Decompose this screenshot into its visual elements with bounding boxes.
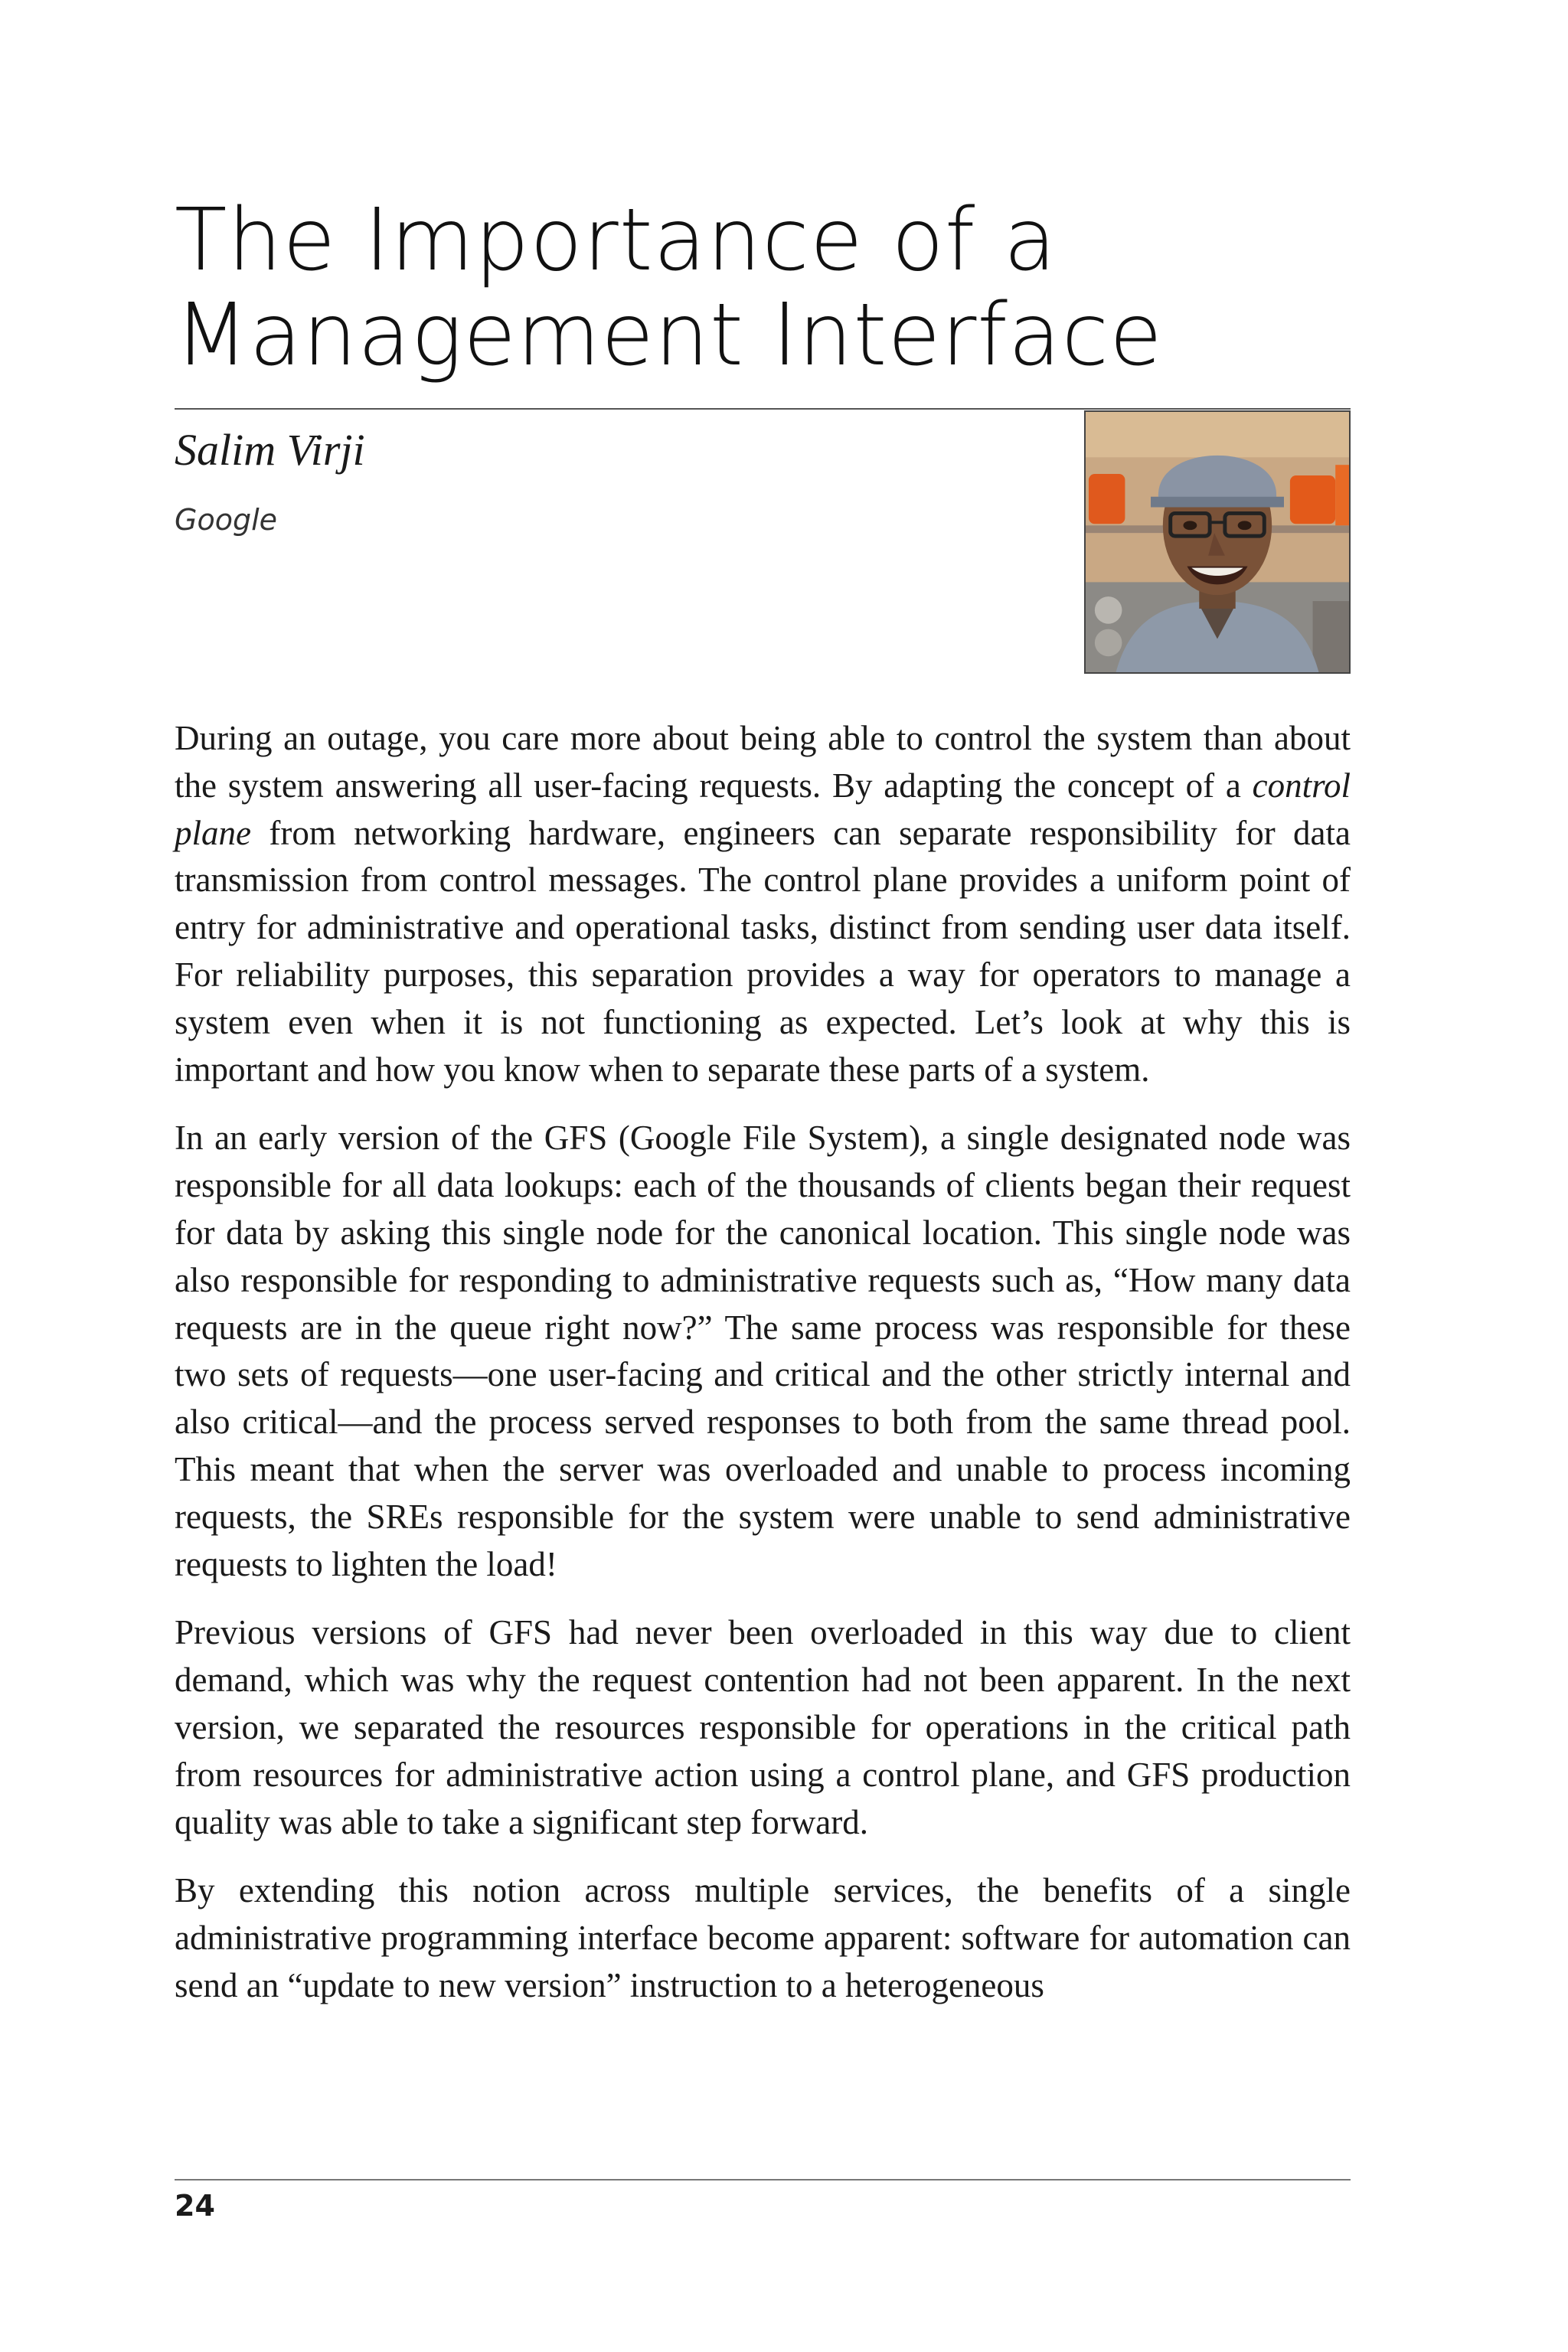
footer-divider bbox=[175, 2179, 1351, 2180]
paragraph-1-text-a: During an outage, you care more about being able to control the system than about the system answering all user-facing requests. By adapting the concept of a bbox=[175, 719, 1351, 805]
paragraph-1-text-b: from networking hardware, engineers can separate responsibility for data transmission from control messages. The control plane provides a uniform point of entry for administrative and operational tasks, distinct from sending user data itself. For reliability purposes, this separation provides a way for operators to manage a system even when it is not functioning as expected. Let’s look at why this is important and how you know when to separate these parts of a system. bbox=[175, 813, 1351, 1089]
chapter-title-line2: Management Interface bbox=[175, 286, 1163, 385]
paragraph-2: In an early version of the GFS (Google File System), a single designated node was responsible for all data lookups: each of the thousands of clients began their request for data by asking this single node for the canonical location. This single node was also responsible for responding to administrative requests such as, “How many data requests are in the queue right now?” The same process was responsible for these two sets of requests—one user-facing and critical and the other strictly internal and also critical—and the process served responses to both from the same thread pool. This meant that when the server was overloaded and unable to process incoming requests, the SREs responsible for the system were unable to send administrative requests to lighten the load! bbox=[175, 1119, 1351, 1583]
chapter-title-line1: The Importance of a bbox=[175, 191, 1057, 290]
paragraph-1-emphasis: control plane bbox=[175, 766, 1351, 852]
title-divider bbox=[175, 408, 1351, 410]
author-photo-illustration bbox=[1086, 412, 1349, 672]
paragraph-4: By extending this notion across multiple services, the benefits of a single administrative programming interface become apparent: software for automation can send an “update to new version” instruction to a heterogeneous bbox=[175, 1871, 1351, 2004]
page-number: 24 bbox=[175, 2189, 215, 2223]
author-affiliation: Google bbox=[175, 503, 278, 537]
paragraph-1 bbox=[175, 715, 1351, 1093]
article-body bbox=[175, 715, 1351, 2031]
paragraph-3: Previous versions of GFS had never been overloaded in this way due to client demand, which was why the request contention had not been apparent. In the next version, we separated the resources responsible for operations in the critical path from resources for administrative action using a control plane, and GFS production quality was able to take a significant step forward. bbox=[175, 1613, 1351, 1841]
author-name: Salim Virji bbox=[175, 425, 365, 475]
author-photo bbox=[1084, 410, 1351, 674]
chapter-title bbox=[175, 193, 1369, 383]
